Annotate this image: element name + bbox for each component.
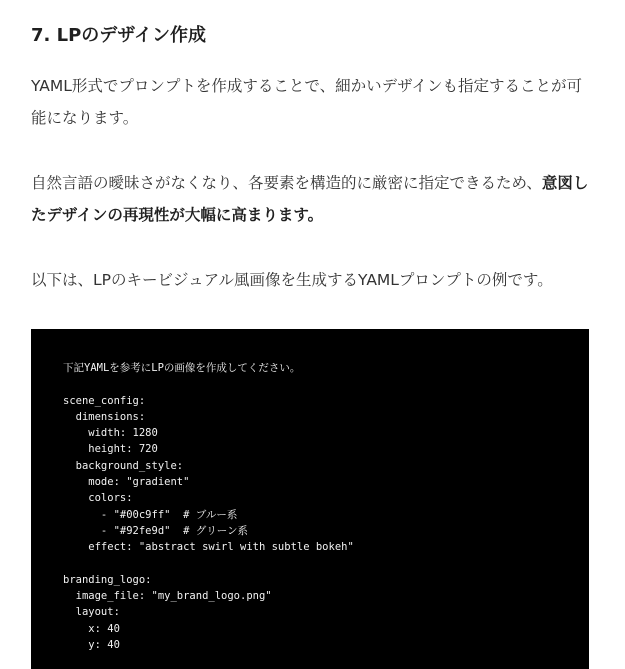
paragraph-precision-text: 自然言語の曖昧さがなくなり、各要素を構造的に厳密に指定できるため、: [31, 174, 542, 192]
code-line: branding_logo:: [63, 573, 152, 586]
code-line: - "#00c9ff" # ブルー系: [63, 508, 238, 521]
section-heading: 7. LPのデザイン作成: [31, 25, 207, 46]
paragraph-precision-emphasis: 意図したデザインの再現性が大幅に高まります。: [31, 174, 589, 224]
code-line: width: 1280: [63, 427, 158, 440]
code-text[interactable]: [63, 360, 354, 653]
code-block[interactable]: [31, 329, 589, 669]
paragraph-intro: YAML形式でプロンプトを作成することで、細かいデザインも指定することが可能になります。: [31, 77, 582, 127]
paragraph-precision: [31, 167, 591, 231]
code-line: - "#92fe9d" # グリーン系: [63, 524, 249, 537]
code-line: x: 40: [63, 622, 120, 635]
code-line: dimensions:: [63, 410, 146, 423]
code-line: layout:: [63, 606, 120, 619]
code-line: scene_config:: [63, 394, 146, 407]
code-line: background_style:: [63, 459, 184, 472]
code-line: height: 720: [63, 443, 158, 456]
code-line: 下記YAMLを参考にLPの画像を作成してください。: [63, 362, 301, 374]
code-line: mode: "gradient": [63, 476, 190, 489]
code-line: effect: "abstract swirl with subtle bokeh": [63, 541, 354, 554]
code-line: image_file: "my_brand_logo.png": [63, 590, 272, 603]
paragraph-example-intro: 以下は、LPのキービジュアル風画像を生成するYAMLプロンプトの例です。: [31, 271, 553, 289]
code-line: y: 40: [63, 639, 120, 652]
code-line: colors:: [63, 492, 133, 505]
